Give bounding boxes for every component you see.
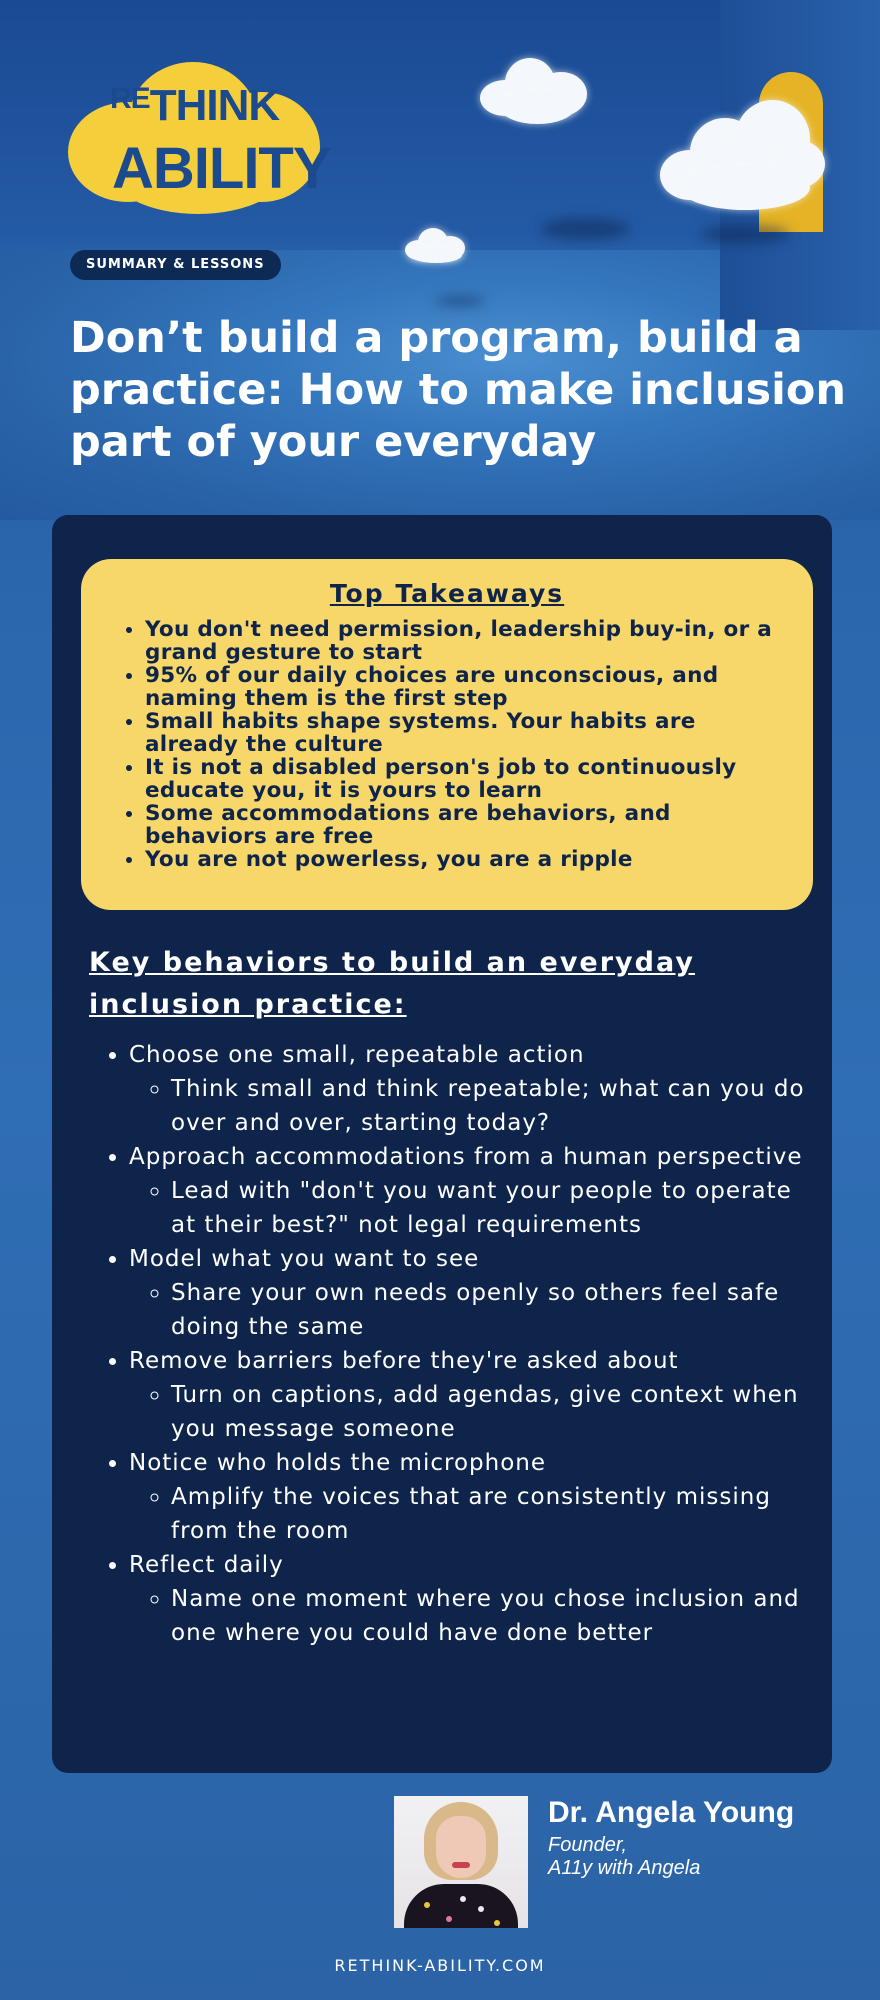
website-link[interactable]: RETHINK-ABILITY.COM (334, 1956, 546, 1975)
key-behaviors-section (89, 942, 809, 1650)
list-item: • It is not a disabled person's job to continuously educate you, it is yours to learn (145, 756, 773, 802)
author-name: Dr. Angela Young (548, 1796, 795, 1829)
author-title: Founder, (548, 1834, 627, 1856)
behavior-detail: ◦ Think small and think repeatable; what can you do over and over, starting today? (171, 1072, 809, 1140)
behavior-label: Choose one small, repeatable action (129, 1042, 585, 1068)
behaviors-heading: Key behaviors to build an everyday inclusion practice: (89, 947, 695, 1020)
list-item: • Small habits shape systems. Your habits are already the culture (145, 710, 773, 756)
author-role (548, 1834, 700, 1880)
avatar (394, 1796, 528, 1928)
behavior-label: Approach accommodations from a human perspective (129, 1144, 803, 1170)
page-title: Don’t build a program, build a practice: How to make inclusion part of your everyday (70, 313, 846, 467)
behavior-detail: ◦ Share your own needs openly so others feel safe doing the same (171, 1276, 809, 1344)
behavior-label: Notice who holds the microphone (129, 1450, 546, 1476)
summary-badge: SUMMARY & LESSONS (70, 250, 281, 280)
logo-text-think: THINK (149, 81, 280, 130)
behavior-label: Remove barriers before they're asked about (129, 1348, 679, 1374)
cloud-shadow (700, 225, 790, 243)
list-item (129, 1344, 809, 1446)
content-card (52, 515, 832, 1773)
list-item (129, 1446, 809, 1548)
top-takeaways-box (81, 559, 813, 910)
list-item: • 95% of our daily choices are unconscious, and naming them is the first step (145, 664, 773, 710)
logo-text-ability: ABILITY (112, 136, 331, 201)
behavior-detail: ◦ Turn on captions, add agendas, give context when you message someone (171, 1378, 809, 1446)
list-item (129, 1038, 809, 1140)
list-item (129, 1242, 809, 1344)
behaviors-list (89, 1038, 809, 1650)
list-item: • Some accommodations are behaviors, and behaviors are free (145, 802, 773, 848)
behavior-label: Reflect daily (129, 1552, 284, 1578)
list-item (129, 1140, 809, 1242)
author-organization: A11y with Angela (548, 1857, 701, 1879)
cloud-shadow (435, 296, 485, 306)
behavior-label: Model what you want to see (129, 1246, 480, 1272)
takeaways-list (121, 618, 773, 871)
list-item: • You don't need permission, leadership buy-in, or a grand gesture to start (145, 618, 773, 664)
list-item (129, 1548, 809, 1650)
takeaways-heading: Top Takeaways (329, 579, 565, 608)
behavior-detail: ◦ Name one moment where you chose inclusion and one where you could have done better (171, 1582, 809, 1650)
behavior-detail: ◦ Amplify the voices that are consistently missing from the room (171, 1480, 809, 1548)
logo-text-re: RE (110, 82, 150, 115)
behavior-detail: ◦ Lead with "don't you want your people to operate at their best?" not legal requirements (171, 1174, 809, 1242)
rethink-ability-logo (68, 62, 331, 214)
list-item: • You are not powerless, you are a ripple (145, 848, 773, 871)
cloud-shadow (540, 218, 630, 240)
